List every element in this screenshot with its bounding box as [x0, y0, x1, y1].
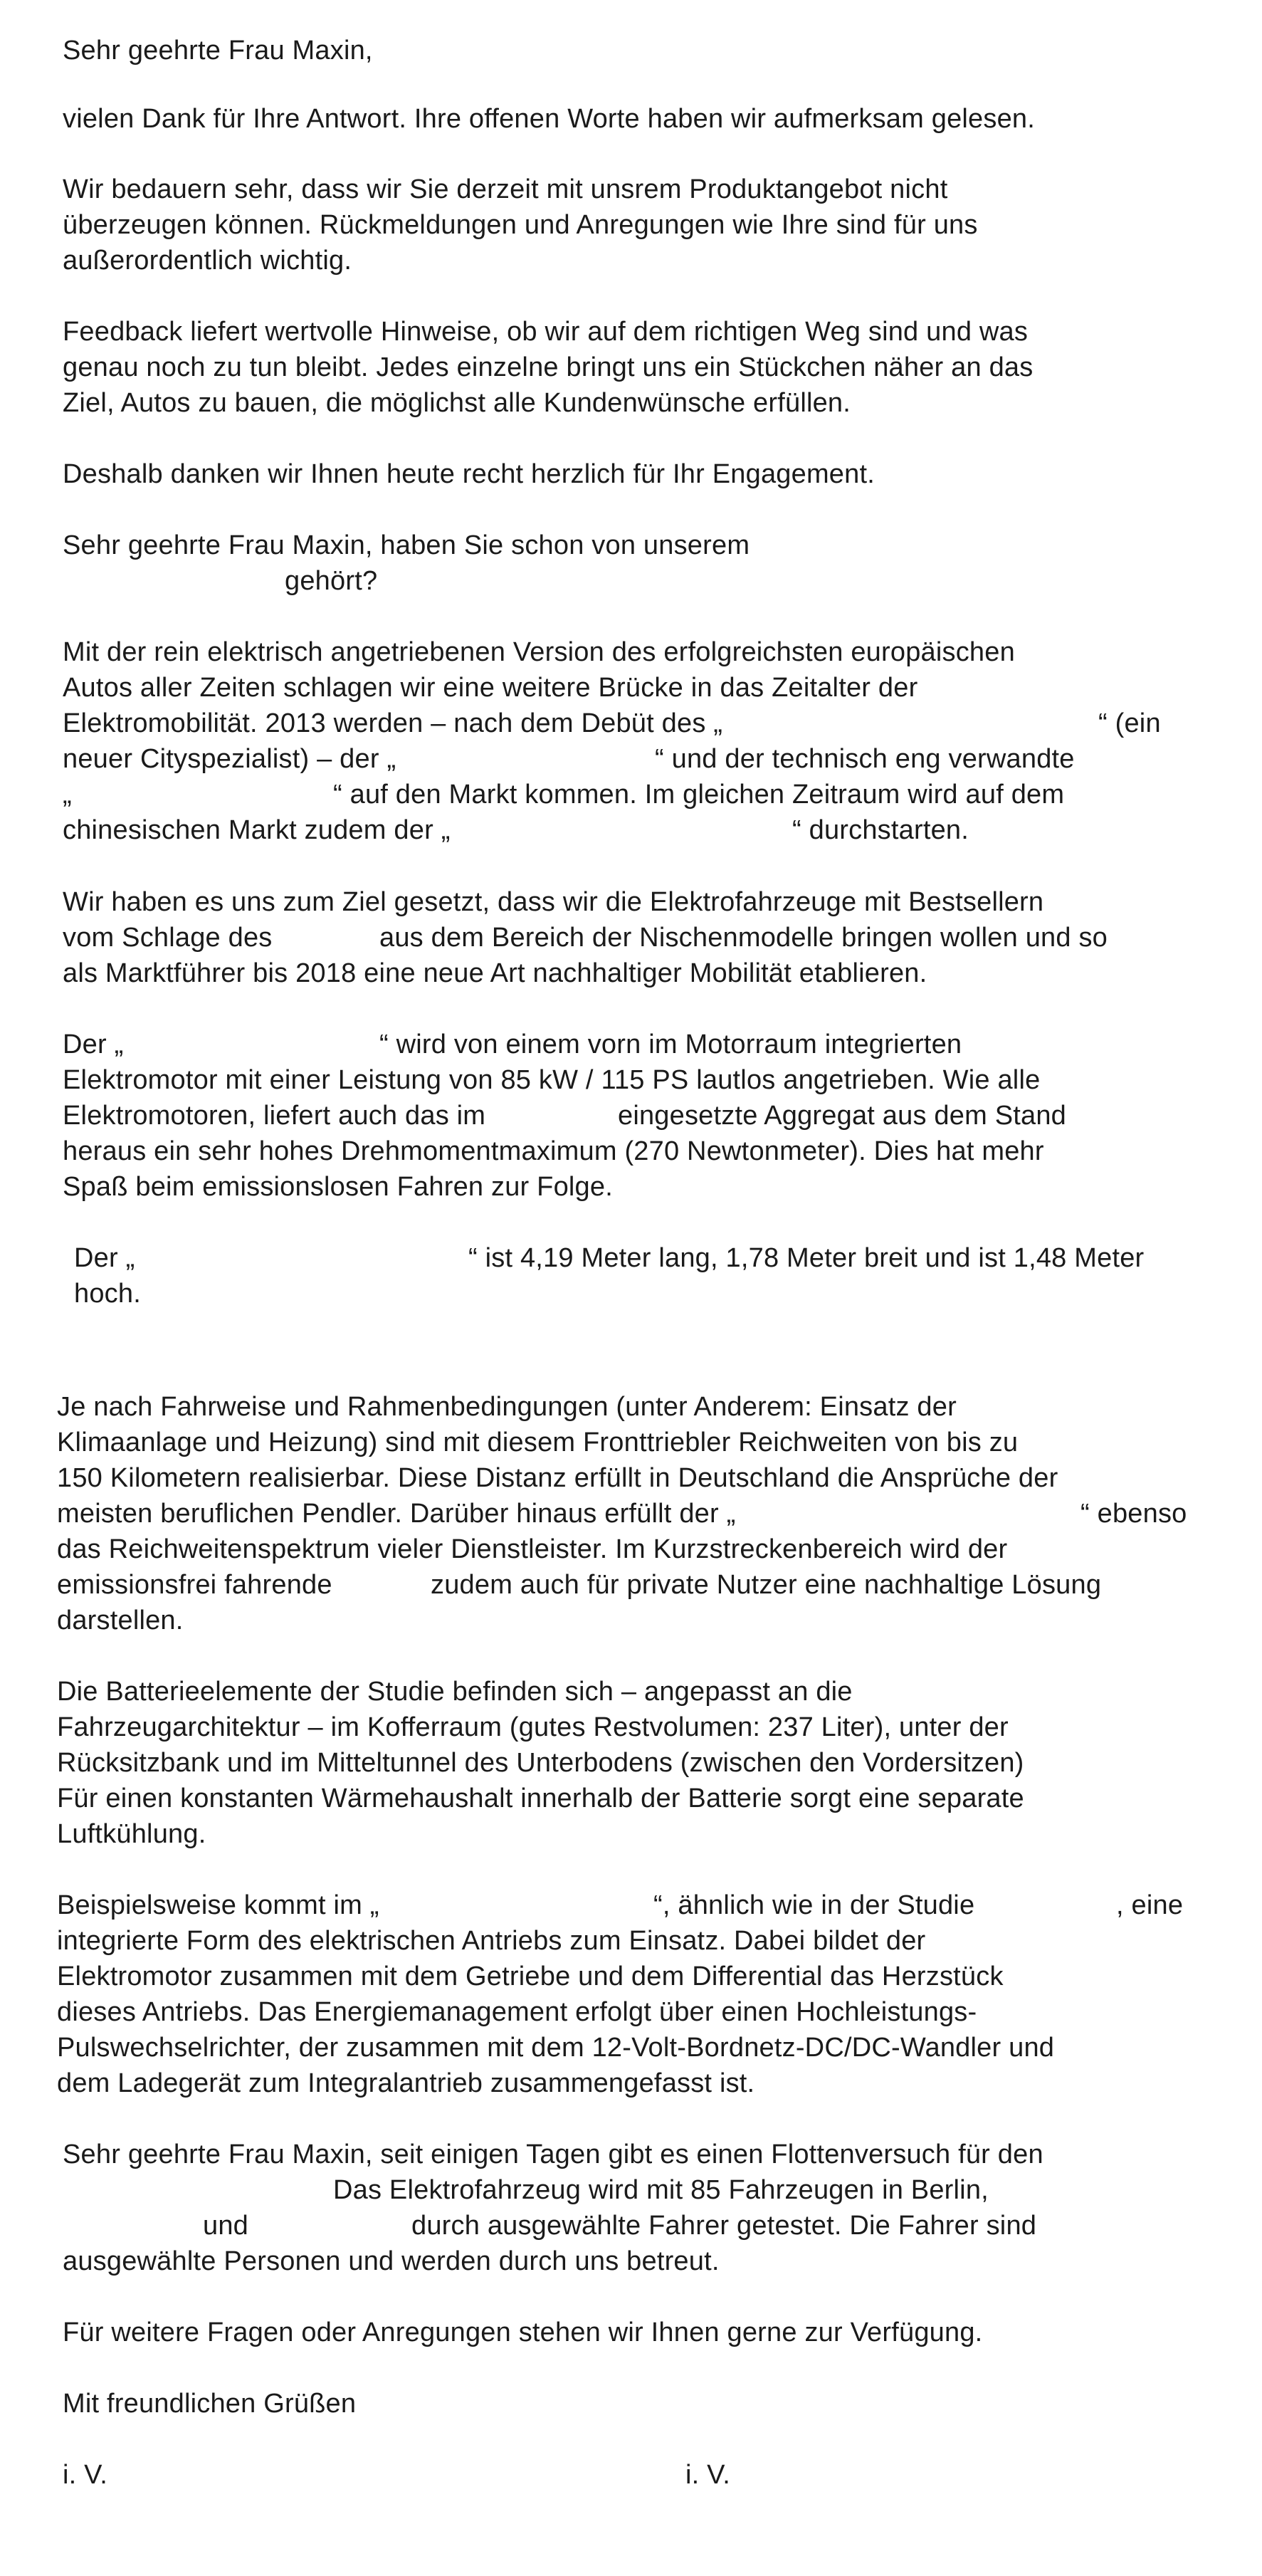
paragraph-battery-line: Fahrzeugarchitektur – im Kofferraum (gutes Restvolumen: 237 Liter), unter der	[57, 1712, 1009, 1742]
paragraph-drive-line: “, ähnlich wie in der Studie	[653, 1890, 975, 1920]
paragraph-electric-line: “ auf den Markt kommen. Im gleichen Zeitraum wird auf dem	[333, 780, 1065, 810]
paragraph-drive-line: Elektromotor zusammen mit dem Getriebe und dem Differential das Herzstück	[57, 1962, 1004, 1991]
paragraph-motor-line: heraus ein sehr hohes Drehmomentmaximum (270 Newtonmeter). Dies hat mehr	[63, 1136, 1044, 1166]
paragraph-electric-fragment: “ und der technisch eng verwandte	[655, 744, 1075, 774]
paragraph-range-line: darstellen.	[57, 1606, 184, 1635]
paragraph-dimensions-fragment: Der „	[74, 1243, 135, 1273]
paragraph-fleet-line: durch ausgewählte Fahrer getestet. Die Fahrer sind	[411, 2211, 1037, 2241]
paragraph-electric-line: Autos aller Zeiten schlagen wir eine weitere Brücke in das Zeitalter der	[63, 673, 918, 703]
paragraph-regret-line: Wir bedauern sehr, dass wir Sie derzeit mit unsrem Produktangebot nicht	[63, 174, 948, 204]
paragraph-feedback-line: Ziel, Autos zu bauen, die möglichst alle Kundenwünsche erfüllen.	[63, 388, 851, 418]
paragraph-range-line: 150 Kilometern realisierbar. Diese Distanz erfüllt in Deutschland die Ansprüche der	[57, 1463, 1058, 1493]
paragraph-drive-fragment: Beispielsweise kommt im „	[57, 1890, 379, 1920]
paragraph-motor-line: Elektromotoren, liefert auch das im	[63, 1101, 486, 1131]
paragraph-battery-line: Luftkühlung.	[57, 1819, 206, 1849]
paragraph-goal-line: vom Schlage des	[63, 923, 273, 953]
closing: Mit freundlichen Grüßen	[63, 2389, 357, 2419]
paragraph-goal-line: Wir haben es uns zum Ziel gesetzt, dass wir die Elektrofahrzeuge mit Bestsellern	[63, 887, 1044, 917]
paragraph-drive-line: integrierte Form des elektrischen Antriebs zum Einsatz. Dabei bildet der	[57, 1926, 926, 1956]
paragraph-fleet-line: ausgewählte Personen und werden durch uns betreut.	[63, 2246, 720, 2276]
signature-right: i. V.	[685, 2460, 730, 2490]
paragraph-electric-line: Mit der rein elektrisch angetriebenen Version des erfolgreichsten europäischen	[63, 637, 1015, 667]
paragraph-electric-fragment: „	[63, 780, 72, 810]
signature-left: i. V.	[63, 2460, 107, 2490]
paragraph-range-fragment: “ ebenso	[1080, 1499, 1187, 1529]
salutation: Sehr geehrte Frau Maxin,	[63, 36, 373, 66]
paragraph-range-line: Klimaanlage und Heizung) sind mit diesem Fronttriebler Reichweiten von bis zu	[57, 1428, 1019, 1457]
paragraph-goal-line: als Marktführer bis 2018 eine neue Art nachhaltiger Mobilität etablieren.	[63, 958, 927, 988]
paragraph-motor-line: Elektromotor mit einer Leistung von 85 kW / 115 PS lautlos angetrieben. Wie alle	[63, 1065, 1041, 1095]
paragraph-range-line: emissionsfrei fahrende	[57, 1570, 332, 1600]
paragraph-fleet-line: Das Elektrofahrzeug wird mit 85 Fahrzeugen in Berlin,	[333, 2175, 989, 2205]
paragraph-contact-line: Für weitere Fragen oder Anregungen stehen wir Ihnen gerne zur Verfügung.	[63, 2318, 983, 2347]
paragraph-range-line: Je nach Fahrweise und Rahmenbedingungen (unter Anderem: Einsatz der	[57, 1392, 957, 1422]
paragraph-regret-line: außerordentlich wichtig.	[63, 246, 352, 276]
paragraph-drive-fragment: , eine	[1116, 1890, 1184, 1920]
paragraph-electric-line: Elektromobilität. 2013 werden – nach dem Debüt des „	[63, 708, 723, 738]
paragraph-range-line: meisten beruflichen Pendler. Darüber hinaus erfüllt der „	[57, 1499, 736, 1529]
paragraph-electric-line: chinesischen Markt zudem der „	[63, 815, 451, 845]
paragraph-drive-line: Pulswechselrichter, der zusammen mit dem 12-Volt-Bordnetz-DC/DC-Wandler und	[57, 2033, 1055, 2063]
paragraph-range-line: zudem auch für private Nutzer eine nachhaltige Lösung	[431, 1570, 1102, 1600]
paragraph-drive-line: dem Ladegerät zum Integralantrieb zusammengefasst ist.	[57, 2068, 755, 2098]
paragraph-fleet-fragment: und	[203, 2211, 249, 2241]
paragraph-question-line: gehört?	[285, 566, 378, 596]
paragraph-fleet-line: Sehr geehrte Frau Maxin, seit einigen Tagen gibt es einen Flottenversuch für den	[63, 2140, 1043, 2169]
paragraph-thanks-line: vielen Dank für Ihre Antwort. Ihre offenen Worte haben wir aufmerksam gelesen.	[63, 104, 1036, 134]
paragraph-regret-line: überzeugen können. Rückmeldungen und Anregungen wie Ihre sind für uns	[63, 210, 978, 240]
paragraph-electric-fragment: “ (ein	[1098, 708, 1161, 738]
paragraph-dimensions-line: “ ist 4,19 Meter lang, 1,78 Meter breit und ist 1,48 Meter	[468, 1243, 1145, 1273]
paragraph-battery-line: Für einen konstanten Wärmehaushalt innerhalb der Batterie sorgt eine separate	[57, 1784, 1024, 1813]
paragraph-thanks-engagement-line: Deshalb danken wir Ihnen heute recht herzlich für Ihr Engagement.	[63, 459, 875, 489]
paragraph-question-line: Sehr geehrte Frau Maxin, haben Sie schon von unserem	[63, 530, 750, 560]
paragraph-dimensions-line: hoch.	[74, 1279, 141, 1309]
paragraph-feedback-line: Feedback liefert wertvolle Hinweise, ob wir auf dem richtigen Weg sind und was	[63, 317, 1029, 347]
paragraph-feedback-line: genau noch zu tun bleibt. Jedes einzelne bringt uns ein Stückchen näher an das	[63, 352, 1034, 382]
paragraph-electric-fragment: “ durchstarten.	[792, 815, 969, 845]
paragraph-battery-line: Rücksitzbank und im Mitteltunnel des Unterbodens (zwischen den Vordersitzen)	[57, 1748, 1024, 1778]
paragraph-motor-line: eingesetzte Aggregat aus dem Stand	[618, 1101, 1067, 1131]
paragraph-drive-line: dieses Antriebs. Das Energiemanagement erfolgt über einen Hochleistungs-	[57, 1997, 977, 2027]
paragraph-electric-line: neuer Cityspezialist) – der „	[63, 744, 396, 774]
paragraph-goal-line: aus dem Bereich der Nischenmodelle bringen wollen und so	[379, 923, 1108, 953]
paragraph-battery-line: Die Batterieelemente der Studie befinden sich – angepasst an die	[57, 1677, 853, 1707]
paragraph-motor-fragment: Der „	[63, 1030, 124, 1059]
paragraph-motor-line: Spaß beim emissionslosen Fahren zur Folge.	[63, 1172, 613, 1202]
paragraph-motor-line: “ wird von einem vorn im Motorraum integrierten	[379, 1030, 962, 1059]
paragraph-range-line: das Reichweitenspektrum vieler Dienstleister. Im Kurzstreckenbereich wird der	[57, 1534, 1008, 1564]
